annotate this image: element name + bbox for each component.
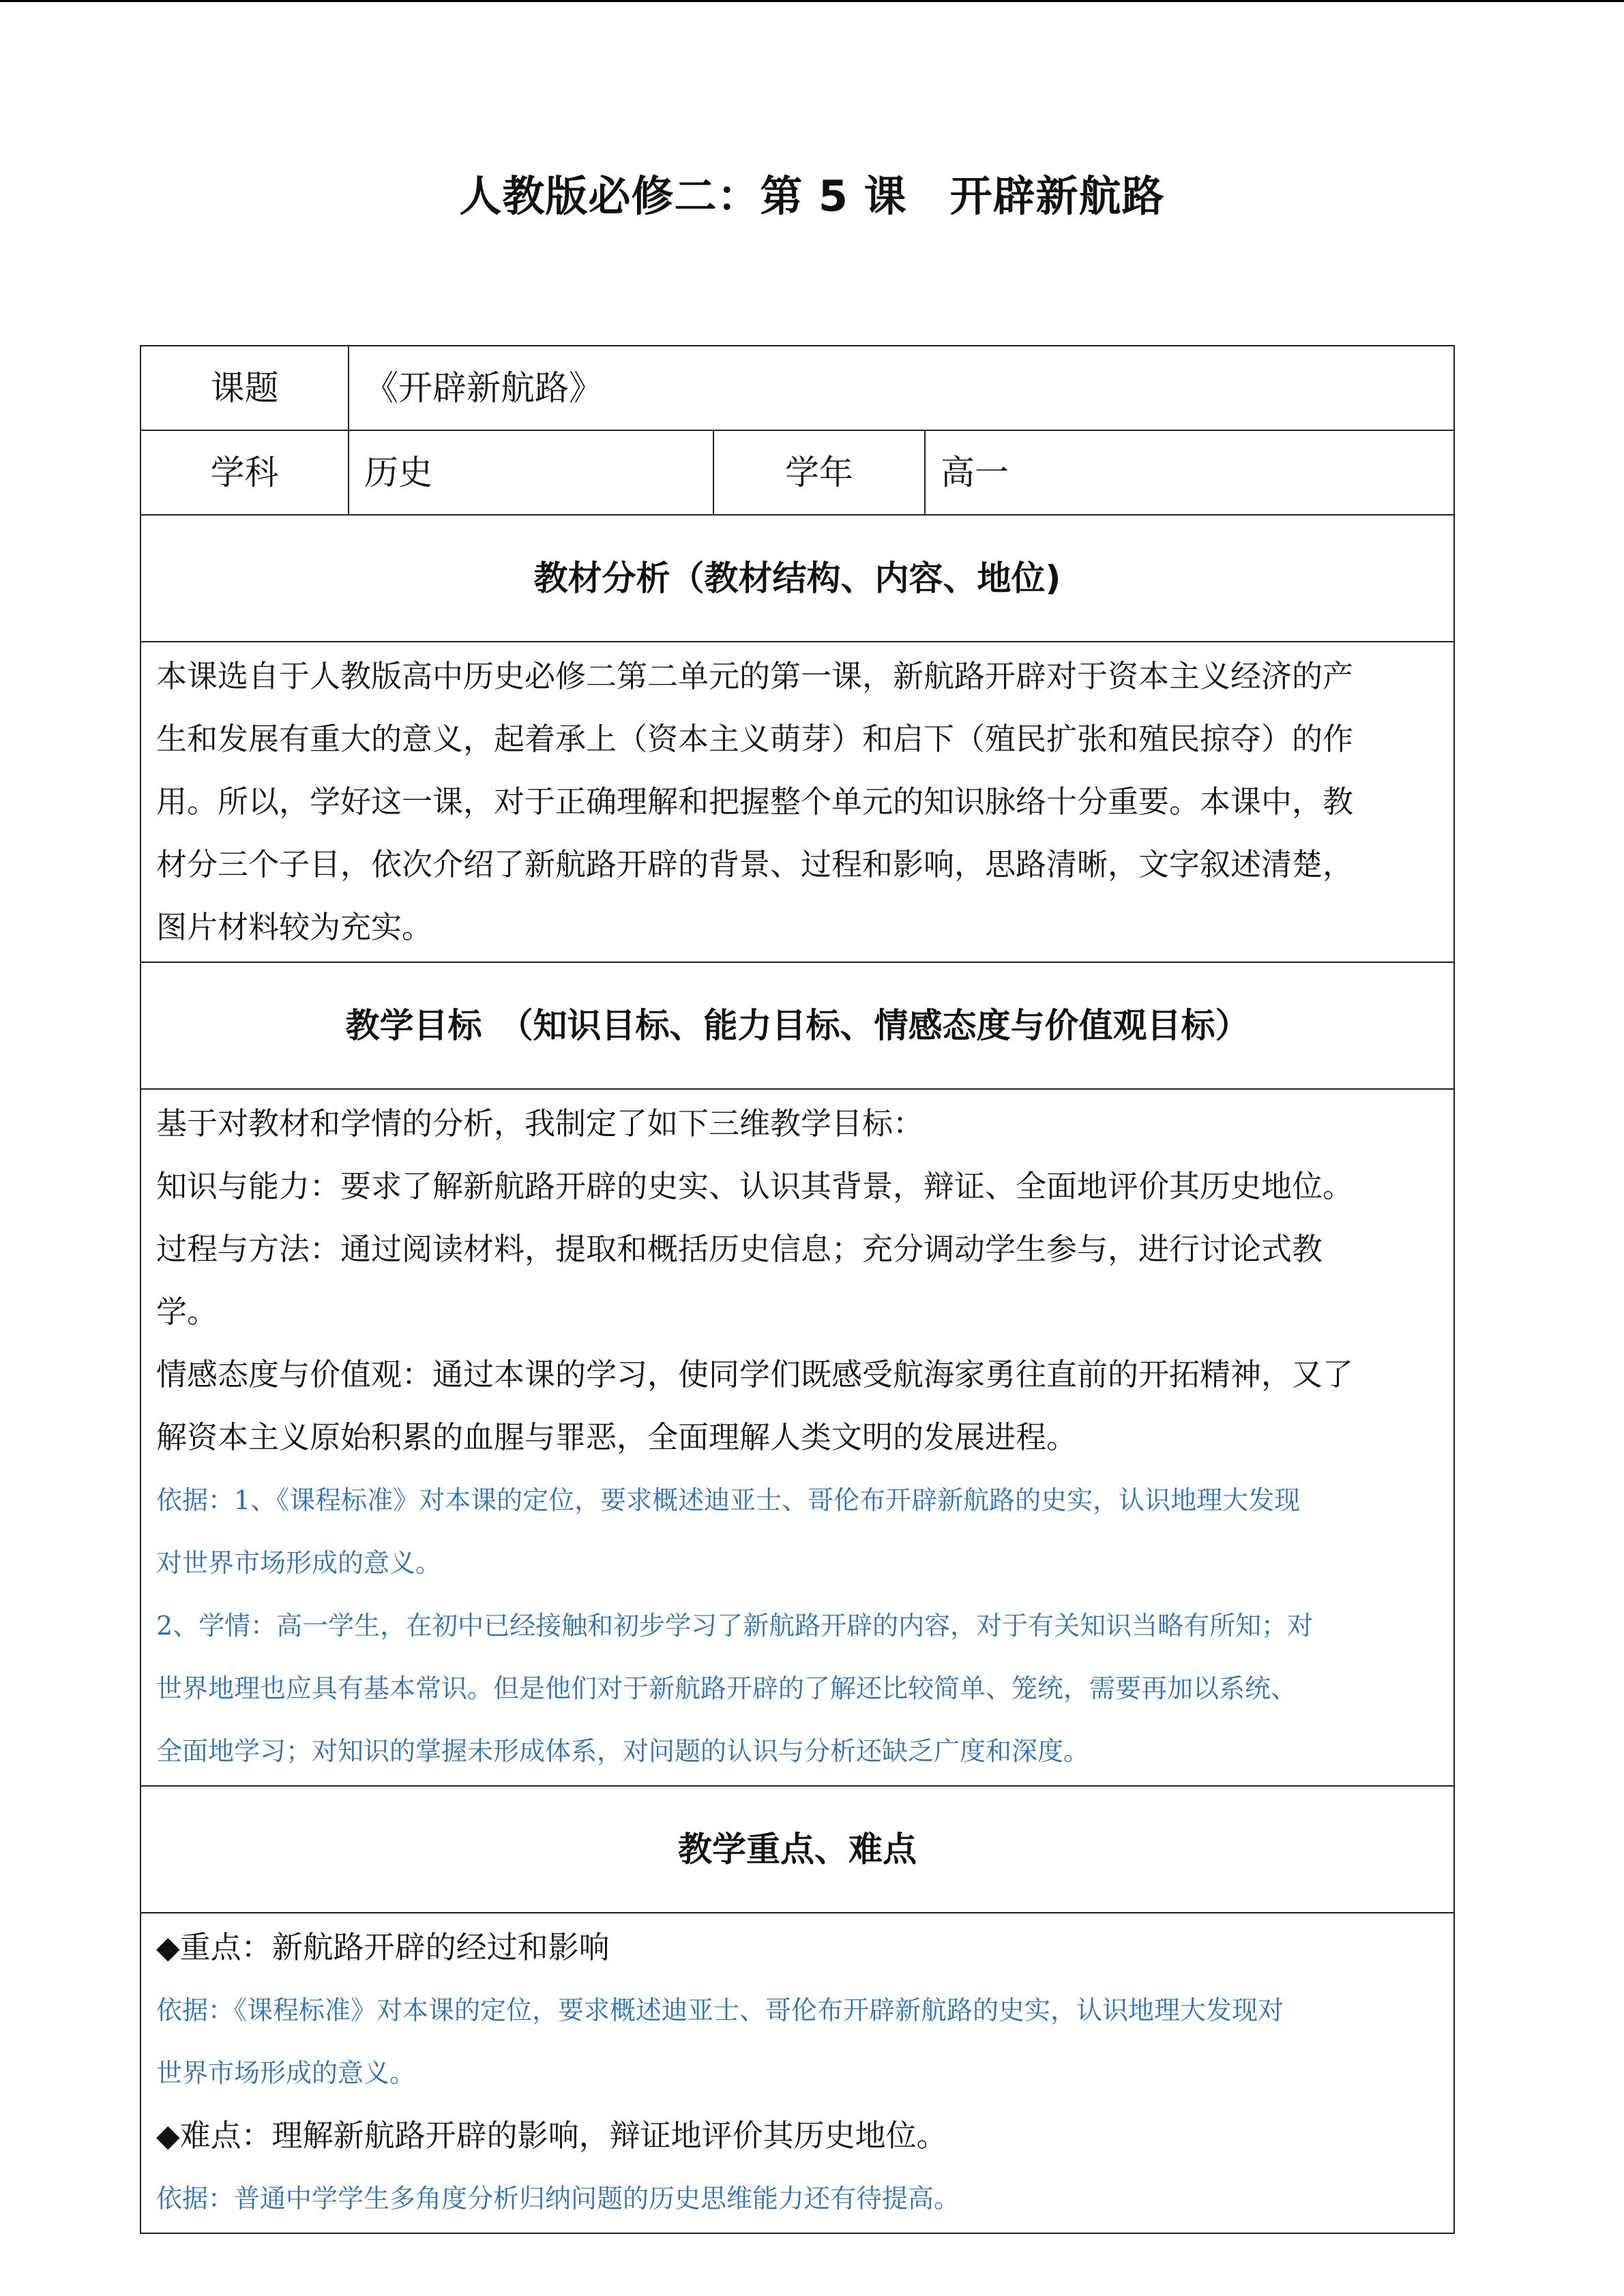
paragraph-line: 生和发展有重大的意义，起着承上（资本主义萌芽）和启下（殖民扩张和殖民掠夺）的作 <box>156 721 1354 757</box>
subject-value: 历史 <box>349 430 713 515</box>
key-difficult-heading-row <box>141 1786 1454 1913</box>
material-analysis-heading-row <box>141 515 1454 642</box>
lesson-plan-table <box>140 345 1455 2234</box>
paragraph-line: 本课选自于人教版高中历史必修二第二单元的第一课，新航路开辟对于资本主义经济的产 <box>156 658 1354 694</box>
paragraph-line: 学。 <box>156 1294 218 1330</box>
key-difficult-body-row <box>141 1913 1454 2233</box>
key-difficult-body <box>141 1913 1454 2233</box>
topic-row <box>141 346 1454 430</box>
paragraph-line: 用。所以，学好这一课，对于正确理解和把握整个单元的知识脉络十分重要。本课中，教 <box>156 784 1354 820</box>
grade-label: 学年 <box>713 430 925 515</box>
basis-note-line: 依据：1、《课程标准》对本课的定位，要求概述迪亚士、哥伦布开辟新航路的史实，认识地理大发现 <box>156 1485 1301 1515</box>
topic-label: 课题 <box>141 346 349 430</box>
paragraph-line: 过程与方法：通过阅读材料，提取和概括历史信息；充分调动学生参与，进行讨论式教 <box>156 1231 1323 1267</box>
page-top-border <box>0 0 1624 2</box>
paragraph-line: 材分三个子目，依次介绍了新航路开辟的背景、过程和影响，思路清晰，文字叙述清楚， <box>156 846 1354 882</box>
paragraph-line: 解资本主义原始积累的血腥与罪恶，全面理解人类文明的发展进程。 <box>156 1419 1078 1455</box>
grade-value: 高一 <box>925 430 1454 515</box>
basis-note-line: 依据：《课程标准》对本课的定位，要求概述迪亚士、哥伦布开辟新航路的史实，认识地理大发现对 <box>156 1995 1284 2025</box>
paragraph-line: 知识与能力：要求了解新航路开辟的史实、认识其背景，辩证、全面地评价其历史地位。 <box>156 1168 1354 1204</box>
basis-note-line: 世界市场形成的意义。 <box>156 2058 416 2088</box>
difficult-point-line: ◆难点：理解新航路开辟的影响，辩证地评价其历史地位。 <box>156 2117 947 2153</box>
material-analysis-heading: 教材分析（教材结构、内容、地位) <box>141 515 1454 642</box>
basis-note-line: 对世界市场形成的意义。 <box>156 1548 442 1578</box>
teaching-goals-body-row <box>141 1089 1454 1786</box>
basis-note-line: 世界地理也应具有基本常识。但是他们对于新航路开辟的了解还比较简单、笼统，需要再加以系统、 <box>156 1673 1297 1703</box>
paragraph-line: 基于对教材和学情的分析，我制定了如下三维教学目标： <box>156 1105 924 1142</box>
teaching-goals-heading: 教学目标 （知识目标、能力目标、情感态度与价值观目标） <box>141 962 1454 1089</box>
teaching-goals-body <box>141 1089 1454 1786</box>
subject-row <box>141 430 1454 515</box>
basis-note-line: 2、学情：高一学生，在初中已经接触和初步学习了新航路开辟的内容，对于有关知识当略有所知；对 <box>156 1611 1314 1641</box>
key-difficult-heading: 教学重点、难点 <box>141 1786 1454 1913</box>
material-analysis-body <box>141 642 1454 962</box>
subject-label: 学科 <box>141 430 349 515</box>
key-point-line: ◆重点：新航路开辟的经过和影响 <box>156 1929 610 1965</box>
document-title: 人教版必修二：第 5 课 开辟新航路 <box>459 171 1165 221</box>
material-analysis-body-row <box>141 642 1454 962</box>
basis-note-line: 依据：普通中学学生多角度分析归纳问题的历史思维能力还有待提高。 <box>156 2183 960 2213</box>
paragraph-line: 情感态度与价值观：通过本课的学习，使同学们既感受航海家勇往直前的开拓精神，又了 <box>156 1356 1354 1392</box>
basis-note-line: 全面地学习；对知识的掌握未形成体系，对问题的认识与分析还缺乏广度和深度。 <box>156 1736 1090 1766</box>
teaching-goals-heading-row <box>141 962 1454 1089</box>
paragraph-line: 图片材料较为充实。 <box>156 909 433 945</box>
topic-value: 《开辟新航路》 <box>349 346 1454 430</box>
